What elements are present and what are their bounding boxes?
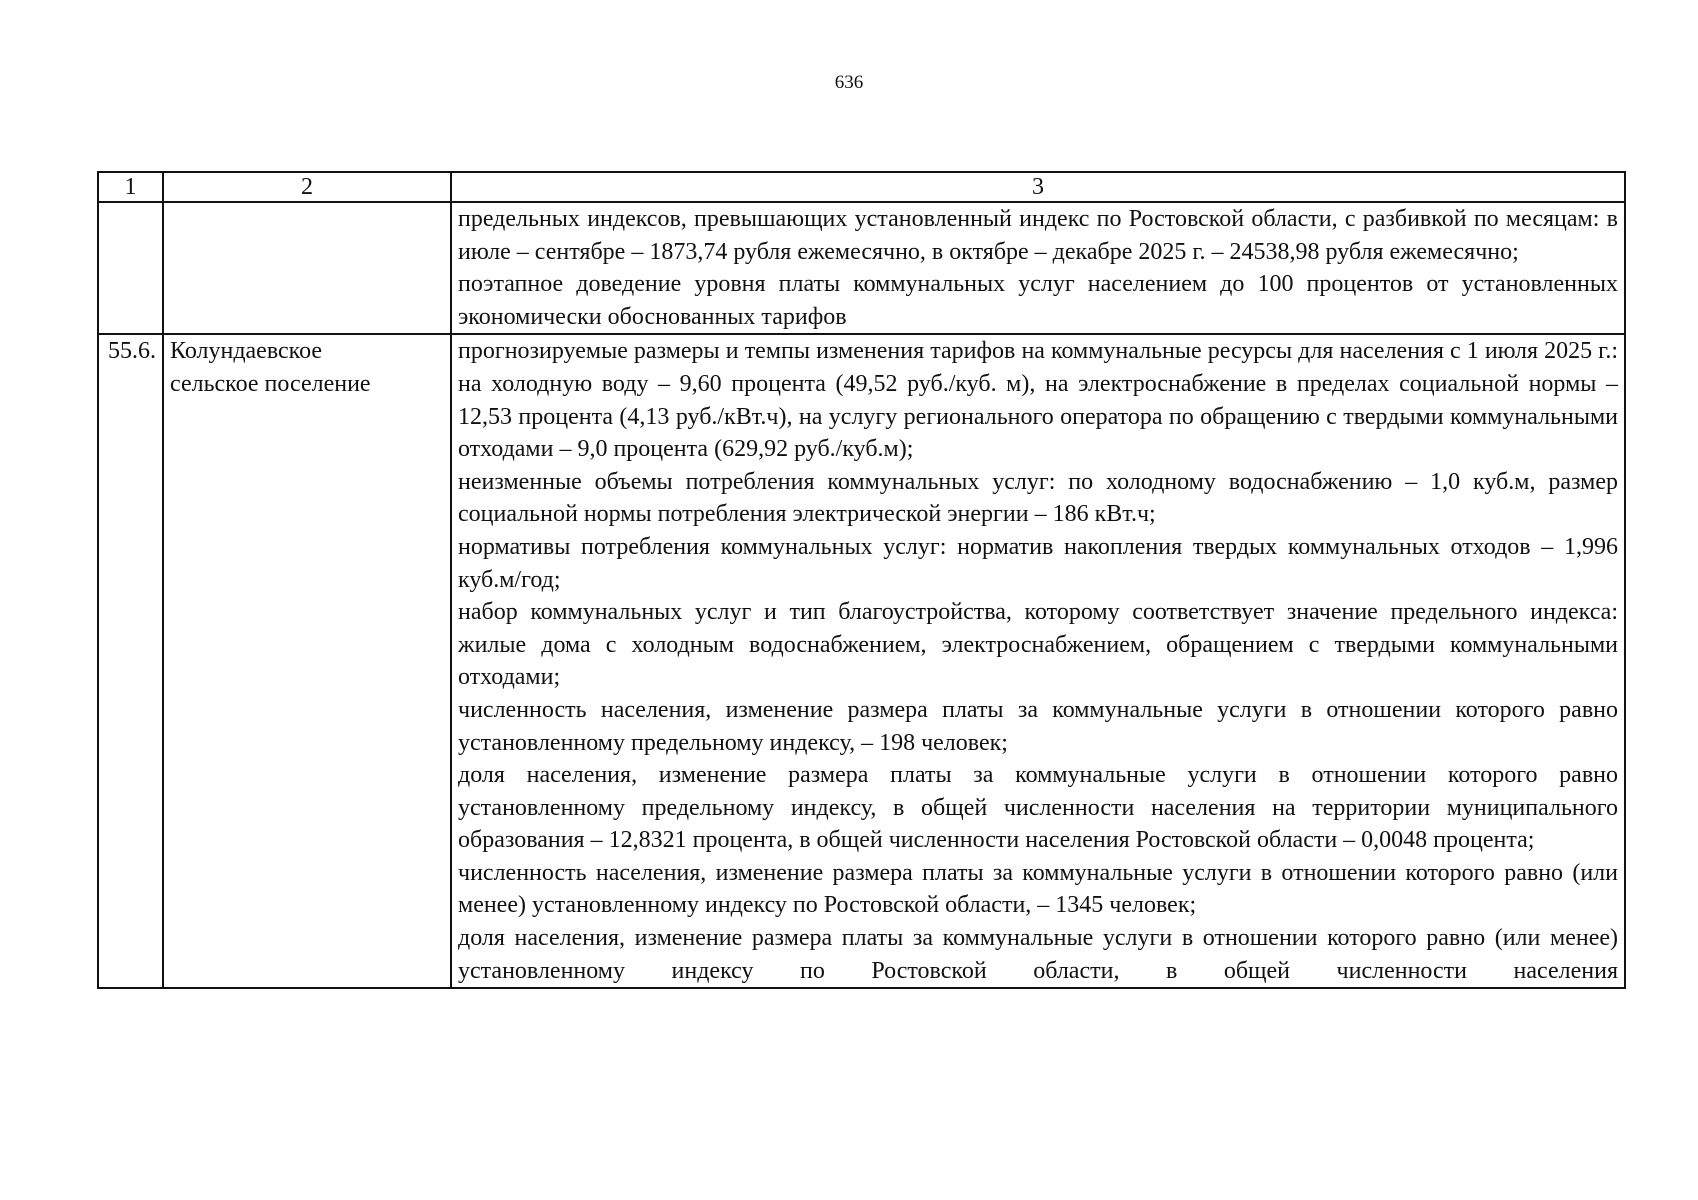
description-paragraph: численность населения, изменение размера платы за коммунальные услуги в отношении которого равно установленному предельному индексу, – 198 человек; [458, 696, 1618, 756]
column-header-3: 3 [451, 172, 1625, 202]
table-row-55-6 [98, 334, 1625, 988]
municipal-tariff-table [97, 171, 1626, 989]
description-paragraph: нормативы потребления коммунальных услуг: норматив накопления твердых коммунальных отходов – 1,996 куб.м/год; [458, 533, 1618, 593]
settlement-name-line: Колундаевское [170, 338, 323, 365]
table-header-row [98, 172, 1625, 202]
description-paragraph: набор коммунальных услуг и тип благоустройства, которому соответствует значение предельного индекса: жилые дома с холодным водоснабжением, электроснабжением, обращением с твердыми коммунальными отходами; [458, 599, 1618, 691]
description-paragraph: доля населения, изменение размера платы за коммунальные услуги в отношении которого равно установленному предельному индексу, в общей численности населения на территории муниципального образования – 12,8321 процента, в общей численности населения Ростовской области – 0,0048 процента; [458, 762, 1618, 854]
description-cell [451, 334, 1625, 988]
description-cell [451, 202, 1625, 334]
description-paragraph: доля населения, изменение размера платы за коммунальные услуги в отношении которого равно (или менее) установленному индексу по Ростовской области, в общей численности населения [458, 925, 1618, 984]
column-header-1: 1 [98, 172, 163, 202]
description-paragraph: предельных индексов, превышающих установленный индекс по Ростовской области, с разбивкой по месяцам: в июле – сентябре – 1873,74 рубля ежемесячно, в октябре – декабре 2025 г. – 24538,98 рубля ежемесячно; [458, 206, 1618, 265]
description-paragraph: численность населения, изменение размера платы за коммунальные услуги в отношении которого равно (или менее) установленному индексу по Ростовской области, – 1345 человек; [458, 859, 1618, 919]
page-number: 636 [834, 72, 864, 93]
settlement-name-cell [163, 202, 451, 334]
settlement-name-line: сельское поселение [170, 370, 371, 397]
settlement-name-cell [163, 334, 451, 988]
column-header-2: 2 [163, 172, 451, 202]
description-paragraph: неизменные объемы потребления коммунальных услуг: по холодному водоснабжению – 1,0 куб.м, размер социальной нормы потребления электрической энергии – 186 кВт.ч; [458, 468, 1618, 528]
table-row-continuation [98, 202, 1625, 334]
row-number-cell: 55.6. [98, 334, 163, 988]
row-number-cell [98, 202, 163, 334]
description-paragraph: прогнозируемые размеры и темпы изменения тарифов на коммунальные ресурсы для населения с 1 июля 2025 г.: на холодную воду – 9,60 процента (49,52 руб./куб. м), на электроснабжение в пределах социальной нормы – 12,53 процента (4,13 руб./кВт.ч), на услугу регионального оператора по обращению с твердыми коммунальными отходами – 9,0 процента (629,92 руб./куб.м); [458, 338, 1618, 463]
description-paragraph: поэтапное доведение уровня платы коммунальных услуг населением до 100 процентов от установленных экономически обоснованных тарифов [458, 271, 1618, 330]
